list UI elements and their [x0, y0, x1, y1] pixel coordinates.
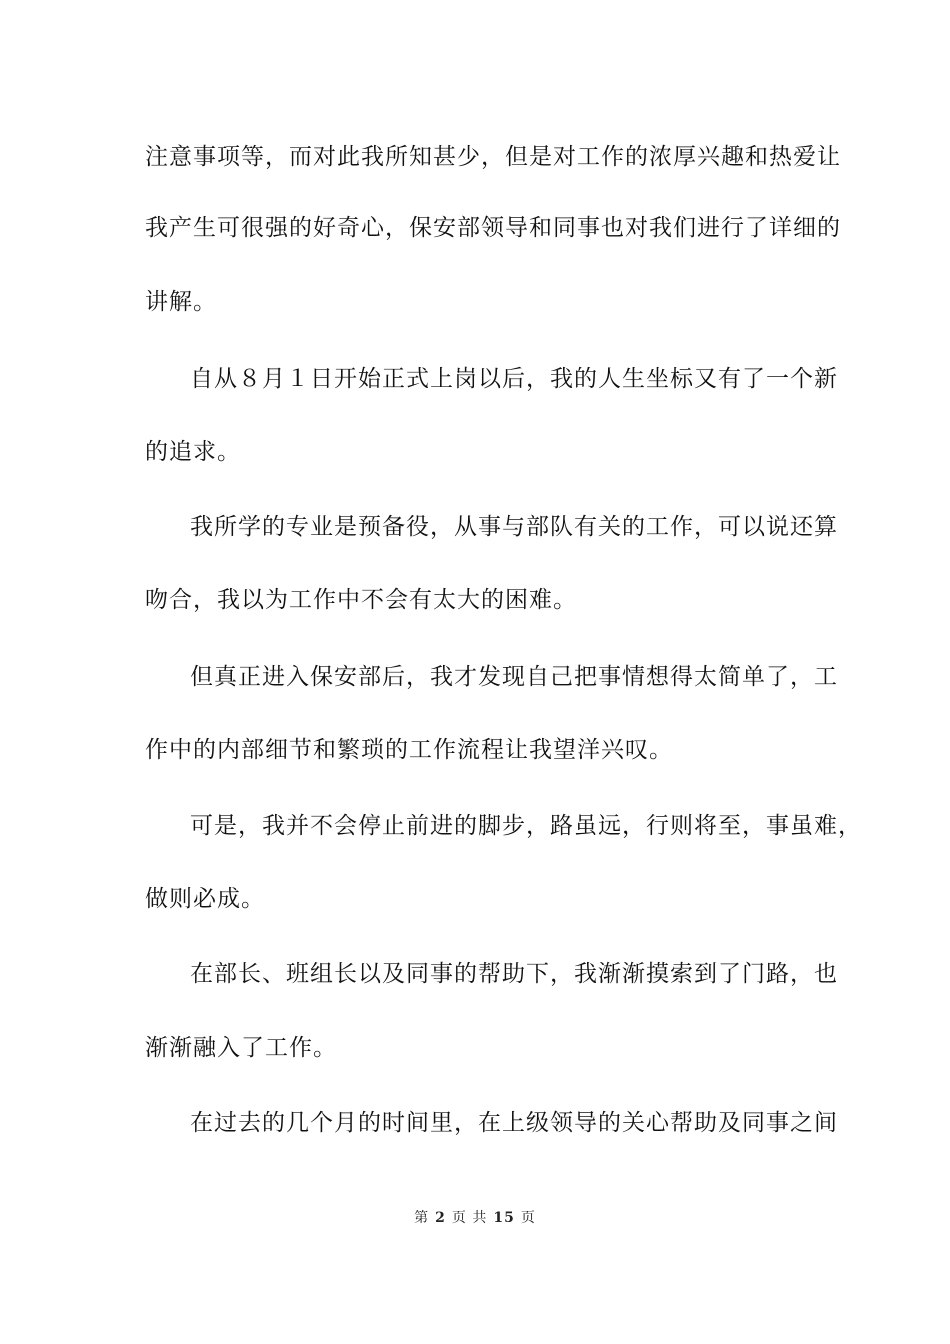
- text-line: 吻合，我以为工作中不会有太大的困难。: [145, 587, 577, 613]
- total-pages-number: 15: [493, 1210, 515, 1226]
- footer-middle: 页 共: [451, 1210, 488, 1226]
- text-line: 作中的内部细节和繁琐的工作流程让我望洋兴叹。: [145, 737, 673, 763]
- current-page-number: 2: [435, 1210, 446, 1226]
- paragraph-first-line: 但真正进入保安部后，我才发现自己把事情想得太简单了，工: [190, 664, 838, 690]
- paragraph-first-line: 自从８月１日开始正式上岗以后，我的人生坐标又有了一个新: [190, 366, 838, 392]
- paragraph-first-line: 可是，我并不会停止前进的脚步，路虽远，行则将至，事虽难，: [190, 813, 862, 839]
- paragraph-first-line: 我所学的专业是预备役，从事与部队有关的工作，可以说还算: [190, 514, 838, 540]
- text-line: 我产生可很强的好奇心，保安部领导和同事也对我们进行了详细的: [145, 215, 841, 241]
- footer-prefix: 第: [414, 1210, 430, 1226]
- text-line: 做则必成。: [145, 886, 265, 912]
- text-line: 的追求。: [145, 439, 241, 465]
- text-line: 注意事项等，而对此我所知甚少，但是对工作的浓厚兴趣和热爱让: [145, 144, 841, 170]
- paragraph-first-line: 在过去的几个月的时间里，在上级领导的关心帮助及同事之间: [190, 1110, 838, 1136]
- page-footer: [0, 1209, 950, 1227]
- paragraph-first-line: 在部长、班组长以及同事的帮助下，我渐渐摸索到了门路，也: [190, 961, 838, 987]
- text-line: 渐渐融入了工作。: [145, 1035, 337, 1061]
- text-line: 讲解。: [145, 289, 217, 315]
- footer-suffix: 页: [520, 1210, 536, 1226]
